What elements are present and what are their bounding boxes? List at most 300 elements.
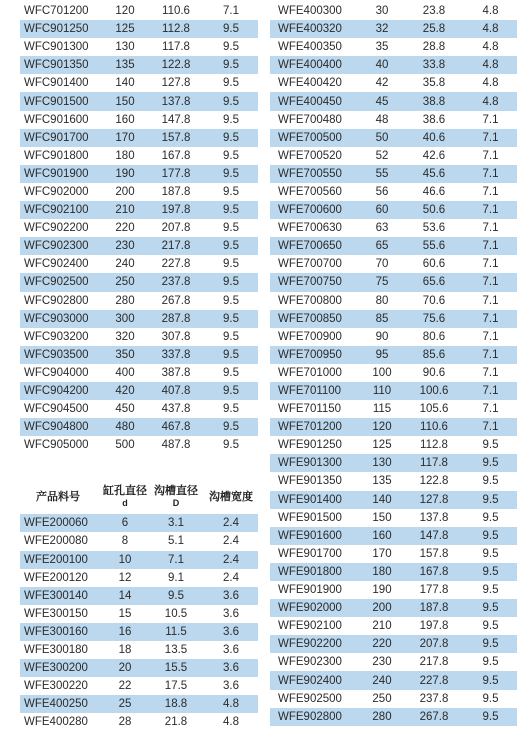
- table-row: [20, 2, 258, 20]
- groove-diameter-cell: 112.8: [420, 439, 448, 452]
- part-number-cell: WFC901250: [24, 23, 89, 36]
- table-row: [20, 641, 258, 659]
- table-row: [270, 472, 517, 490]
- part-number-cell: WFE701150: [278, 403, 342, 416]
- part-number-cell: WFE902500: [278, 692, 342, 705]
- groove-width-cell: 9.5: [482, 529, 499, 542]
- part-number-cell: WFC904000: [24, 366, 89, 379]
- table-row: [20, 436, 258, 454]
- groove-diameter-cell: 177.8: [419, 584, 449, 597]
- part-number-cell: WFE901900: [278, 584, 342, 597]
- groove-width-cell: 7.1: [482, 294, 499, 307]
- groove-diameter-cell: 7.1: [168, 553, 184, 566]
- groove-width-cell: 9.5: [482, 656, 499, 669]
- bore-diameter-cell: 18: [118, 644, 132, 657]
- part-number-cell: WFE300150: [24, 607, 88, 620]
- groove-diameter-cell: 227.8: [419, 674, 449, 687]
- left-table-panel: [20, 2, 258, 731]
- part-number-cell: WFC901350: [24, 59, 89, 72]
- bore-diameter-cell: 12: [118, 571, 132, 584]
- table-row: [20, 623, 258, 641]
- left-table-bottom: [20, 514, 258, 731]
- groove-diameter-cell: 307.8: [161, 330, 191, 343]
- part-number-cell: WFE901400: [278, 493, 342, 506]
- groove-width-cell: 4.8: [482, 59, 499, 72]
- groove-diameter-cell: 157.8: [161, 131, 191, 144]
- groove-width-cell: 7.1: [482, 276, 499, 289]
- table-row: [20, 20, 258, 38]
- groove-diameter-cell: 13.5: [164, 644, 188, 657]
- table-row: [270, 545, 517, 563]
- groove-width-cell: 9.5: [223, 41, 239, 54]
- bore-diameter-cell: 16: [118, 625, 132, 638]
- groove-diameter-cell: 407.8: [161, 385, 191, 398]
- header-groove-label: 沟槽直径: [154, 485, 198, 498]
- bore-diameter-cell: 22: [118, 680, 132, 693]
- groove-width-cell: 9.5: [223, 131, 239, 144]
- table-row: [270, 635, 517, 653]
- bore-diameter-cell: 8: [121, 535, 129, 548]
- part-number-cell: WFE700500: [278, 131, 342, 144]
- bore-diameter-cell: 220: [372, 638, 392, 651]
- part-number-cell: WFC901300: [24, 41, 89, 54]
- part-number-cell: WFE901700: [278, 547, 342, 560]
- table-row: [20, 514, 258, 532]
- part-number-cell: WFC901700: [24, 131, 89, 144]
- bore-diameter-cell: 40: [375, 59, 389, 72]
- bore-diameter-cell: 32: [375, 23, 389, 36]
- table-row: [20, 38, 258, 56]
- groove-width-cell: 2.4: [223, 553, 239, 566]
- header-bore: [102, 485, 148, 509]
- groove-width-cell: 7.1: [482, 258, 499, 271]
- part-number-cell: WFE700700: [278, 258, 342, 271]
- bore-diameter-cell: 45: [375, 95, 389, 108]
- table-row: [20, 328, 258, 346]
- table-row: [270, 38, 517, 56]
- part-number-cell: WFC904800: [24, 421, 89, 434]
- bore-diameter-cell: 230: [372, 656, 392, 669]
- table-row: [270, 400, 517, 418]
- table-row: [20, 551, 258, 569]
- groove-width-cell: 4.8: [482, 41, 499, 54]
- table-row: [20, 273, 258, 291]
- header-groove: [148, 485, 204, 509]
- part-number-cell: WFE200120: [24, 571, 88, 584]
- groove-width-cell: 9.5: [223, 149, 239, 162]
- table-row: [20, 382, 258, 400]
- groove-diameter-cell: 5.1: [168, 535, 184, 548]
- table-row: [270, 491, 517, 509]
- groove-diameter-cell: 46.6: [422, 185, 446, 198]
- groove-width-cell: 4.8: [482, 5, 499, 18]
- groove-width-cell: 4.8: [482, 77, 499, 90]
- bore-diameter-cell: 100: [372, 366, 392, 379]
- groove-width-cell: 9.5: [223, 366, 239, 379]
- part-number-cell: WFC902000: [24, 185, 89, 198]
- groove-width-cell: 9.5: [223, 276, 239, 289]
- table-row: [270, 147, 517, 165]
- part-number-cell: WFE700630: [278, 222, 342, 235]
- part-number-cell: WFC701200: [24, 5, 89, 18]
- part-number-cell: WFE400400: [278, 59, 342, 72]
- bore-diameter-cell: 63: [375, 222, 389, 235]
- bore-diameter-cell: 6: [121, 517, 129, 530]
- bore-diameter-cell: 90: [375, 330, 389, 343]
- part-number-cell: WFC902100: [24, 204, 89, 217]
- part-number-cell: WFE300160: [24, 625, 88, 638]
- bore-diameter-cell: 210: [115, 204, 135, 217]
- groove-width-cell: 7.1: [482, 149, 499, 162]
- part-number-cell: WFE400300: [278, 5, 342, 18]
- groove-diameter-cell: 11.5: [165, 625, 187, 638]
- groove-diameter-cell: 122.8: [419, 475, 449, 488]
- bore-diameter-cell: 160: [115, 113, 135, 126]
- groove-diameter-cell: 25.8: [422, 23, 446, 36]
- groove-width-cell: 7.1: [482, 312, 499, 325]
- groove-width-cell: 7.1: [223, 5, 239, 18]
- groove-diameter-cell: 287.8: [161, 312, 191, 325]
- groove-diameter-cell: 55.6: [422, 240, 446, 253]
- table-row: [270, 20, 517, 38]
- groove-diameter-cell: 70.6: [422, 294, 446, 307]
- bore-diameter-cell: 10: [118, 553, 132, 566]
- table-row: [270, 328, 517, 346]
- table-row: [270, 255, 517, 273]
- part-number-cell: WFE700600: [278, 204, 342, 217]
- part-number-cell: WFE300220: [24, 680, 88, 693]
- header-groove-symbol: D: [172, 498, 180, 509]
- part-number-cell: WFC901900: [24, 167, 89, 180]
- groove-width-cell: 9.5: [223, 385, 239, 398]
- groove-diameter-cell: 157.8: [419, 547, 449, 560]
- bore-diameter-cell: 190: [115, 167, 135, 180]
- groove-diameter-cell: 197.8: [419, 620, 449, 633]
- part-number-cell: WFE400420: [278, 77, 342, 90]
- table-row: [270, 346, 517, 364]
- part-number-cell: WFE700480: [278, 113, 342, 126]
- groove-width-cell: 7.1: [482, 222, 499, 235]
- groove-width-cell: 7.1: [482, 421, 499, 434]
- bore-diameter-cell: 400: [115, 366, 135, 379]
- table-row: [270, 382, 517, 400]
- bore-diameter-cell: 220: [115, 222, 135, 235]
- groove-width-cell: 9.5: [482, 565, 499, 578]
- table-row: [20, 532, 258, 550]
- header-bore-symbol: d: [122, 498, 128, 509]
- table-row: [270, 563, 517, 581]
- groove-width-cell: 7.1: [482, 348, 499, 361]
- bore-diameter-cell: 35: [375, 41, 389, 54]
- part-number-cell: WFC904200: [24, 385, 89, 398]
- bore-diameter-cell: 50: [375, 131, 389, 144]
- table-row: [20, 74, 258, 92]
- groove-width-cell: 9.5: [223, 167, 239, 180]
- table-row: [270, 129, 517, 147]
- groove-width-cell: 3.6: [223, 680, 239, 693]
- part-number-cell: WFE400350: [278, 41, 342, 54]
- bore-diameter-cell: 140: [372, 493, 392, 506]
- groove-diameter-cell: 187.8: [161, 185, 191, 198]
- bore-diameter-cell: 135: [372, 475, 392, 488]
- part-number-cell: WFE901350: [278, 475, 342, 488]
- table-row: [20, 183, 258, 201]
- table-row: [270, 653, 517, 671]
- groove-diameter-cell: 137.8: [161, 95, 191, 108]
- groove-width-cell: 9.5: [223, 77, 239, 90]
- groove-diameter-cell: 75.6: [422, 312, 446, 325]
- groove-diameter-cell: 18.8: [164, 698, 188, 711]
- part-number-cell: WFC901400: [24, 77, 89, 90]
- groove-width-cell: 7.1: [482, 131, 499, 144]
- table-row: [270, 581, 517, 599]
- table-row: [270, 671, 517, 689]
- groove-diameter-cell: 117.8: [162, 41, 190, 54]
- bore-diameter-cell: 60: [375, 204, 389, 217]
- bore-diameter-cell: 420: [115, 385, 135, 398]
- table-row: [270, 56, 517, 74]
- groove-diameter-cell: 387.8: [161, 366, 191, 379]
- groove-diameter-cell: 100.6: [419, 385, 449, 398]
- table-row: [270, 690, 517, 708]
- groove-diameter-cell: 127.8: [161, 77, 191, 90]
- table-row: [20, 165, 258, 183]
- part-number-cell: WFE701100: [278, 385, 342, 398]
- part-number-cell: WFE300180: [24, 644, 88, 657]
- bore-diameter-cell: 250: [115, 276, 135, 289]
- groove-diameter-cell: 207.8: [161, 222, 191, 235]
- part-number-cell: WFE200060: [24, 517, 88, 530]
- part-number-cell: WFC905000: [24, 439, 89, 452]
- table-row: [20, 237, 258, 255]
- part-number-cell: WFC902800: [24, 294, 89, 307]
- groove-diameter-cell: 53.6: [422, 222, 446, 235]
- bore-diameter-cell: 500: [115, 439, 135, 452]
- part-number-cell: WFE700550: [278, 167, 342, 180]
- groove-diameter-cell: 267.8: [161, 294, 191, 307]
- groove-diameter-cell: 10.5: [164, 607, 188, 620]
- groove-width-cell: 9.5: [482, 620, 499, 633]
- groove-width-cell: 9.5: [482, 493, 499, 506]
- bore-diameter-cell: 130: [115, 41, 135, 54]
- part-number-cell: WFE902200: [278, 638, 342, 651]
- bore-diameter-cell: 42: [375, 77, 389, 90]
- header-bore-label: 缸孔直径: [103, 485, 147, 498]
- part-number-cell: WFE700650: [278, 240, 342, 253]
- table-header: [20, 480, 258, 514]
- groove-width-cell: 2.4: [223, 535, 239, 548]
- table-row: [20, 129, 258, 147]
- table-row: [270, 165, 517, 183]
- bore-diameter-cell: 75: [375, 276, 389, 289]
- bore-diameter-cell: 80: [375, 294, 389, 307]
- table-row: [20, 677, 258, 695]
- bore-diameter-cell: 95: [375, 348, 389, 361]
- groove-width-cell: 9.5: [482, 457, 499, 470]
- bore-diameter-cell: 200: [372, 602, 392, 615]
- part-number-cell: WFC903000: [24, 312, 89, 325]
- part-number-cell: WFE300200: [24, 662, 88, 675]
- groove-diameter-cell: 60.6: [422, 258, 446, 271]
- table-row: [20, 56, 258, 74]
- bore-diameter-cell: 450: [115, 403, 135, 416]
- groove-diameter-cell: 80.6: [422, 330, 446, 343]
- bore-diameter-cell: 135: [115, 59, 135, 72]
- table-row: [20, 713, 258, 731]
- groove-diameter-cell: 17.5: [164, 680, 188, 693]
- bore-diameter-cell: 120: [115, 5, 135, 18]
- groove-diameter-cell: 38.6: [422, 113, 446, 126]
- groove-diameter-cell: 267.8: [419, 710, 449, 723]
- bore-diameter-cell: 20: [118, 662, 132, 675]
- part-number-cell: WFC901800: [24, 149, 89, 162]
- table-row: [20, 605, 258, 623]
- groove-width-cell: 4.8: [482, 95, 499, 108]
- groove-width-cell: 2.4: [223, 517, 239, 530]
- groove-width-cell: 9.5: [482, 475, 499, 488]
- part-number-cell: WFE400250: [24, 698, 88, 711]
- groove-diameter-cell: 65.6: [422, 276, 446, 289]
- bore-diameter-cell: 150: [372, 511, 392, 524]
- groove-diameter-cell: 217.8: [161, 240, 191, 253]
- table-row: [270, 273, 517, 291]
- table-row: [270, 599, 517, 617]
- groove-width-cell: 9.5: [223, 204, 239, 217]
- table-row: [20, 255, 258, 273]
- groove-diameter-cell: 147.8: [419, 529, 449, 542]
- bore-diameter-cell: 140: [115, 77, 135, 90]
- bore-diameter-cell: 320: [115, 330, 135, 343]
- groove-diameter-cell: 110.6: [420, 421, 448, 434]
- groove-diameter-cell: 467.8: [161, 421, 191, 434]
- groove-width-cell: 7.1: [482, 185, 499, 198]
- table-row: [20, 695, 258, 713]
- table-row: [20, 111, 258, 129]
- groove-diameter-cell: 33.8: [422, 59, 446, 72]
- table-row: [270, 74, 517, 92]
- groove-width-cell: 9.5: [223, 95, 239, 108]
- groove-width-cell: 7.1: [482, 204, 499, 217]
- table-row: [270, 509, 517, 527]
- table-row: [270, 219, 517, 237]
- groove-diameter-cell: 9.1: [168, 571, 184, 584]
- table-row: [20, 310, 258, 328]
- bore-diameter-cell: 52: [375, 149, 389, 162]
- groove-width-cell: 4.8: [482, 23, 499, 36]
- groove-width-cell: 2.4: [223, 571, 239, 584]
- bore-diameter-cell: 125: [115, 23, 135, 36]
- table-row: [20, 147, 258, 165]
- groove-width-cell: 9.5: [482, 710, 499, 723]
- groove-diameter-cell: 112.8: [162, 23, 190, 36]
- bore-diameter-cell: 170: [115, 131, 135, 144]
- table-row: [20, 569, 258, 587]
- groove-diameter-cell: 237.8: [419, 692, 449, 705]
- part-number-cell: WFE400280: [24, 716, 88, 729]
- table-row: [270, 2, 517, 20]
- part-number-cell: WFE902300: [278, 656, 342, 669]
- groove-width-cell: 3.6: [223, 589, 239, 602]
- bore-diameter-cell: 280: [372, 710, 392, 723]
- groove-width-cell: 9.5: [482, 584, 499, 597]
- bore-diameter-cell: 125: [372, 439, 392, 452]
- groove-diameter-cell: 177.8: [161, 167, 191, 180]
- table-row: [270, 364, 517, 382]
- table-row: [270, 454, 517, 472]
- part-number-cell: WFC902300: [24, 240, 89, 253]
- header-part-no: 产品料号: [36, 491, 80, 504]
- table-row: [20, 219, 258, 237]
- part-number-cell: WFE701000: [278, 366, 342, 379]
- bore-diameter-cell: 190: [372, 584, 392, 597]
- bore-diameter-cell: 70: [375, 258, 389, 271]
- part-number-cell: WFE200080: [24, 535, 88, 548]
- groove-width-cell: 9.5: [223, 348, 239, 361]
- bore-diameter-cell: 28: [118, 716, 132, 729]
- part-number-cell: WFE400320: [278, 23, 342, 36]
- groove-width-cell: 9.5: [482, 547, 499, 560]
- groove-diameter-cell: 15.5: [164, 662, 188, 675]
- bore-diameter-cell: 120: [372, 421, 392, 434]
- part-number-cell: WFE901300: [278, 457, 342, 470]
- bore-diameter-cell: 115: [372, 403, 392, 416]
- part-number-cell: WFE200100: [24, 553, 88, 566]
- bore-diameter-cell: 130: [372, 457, 392, 470]
- groove-width-cell: 7.1: [482, 366, 499, 379]
- bore-diameter-cell: 110: [372, 385, 392, 398]
- groove-diameter-cell: 167.8: [419, 565, 449, 578]
- table-row: [20, 587, 258, 605]
- bore-diameter-cell: 65: [375, 240, 389, 253]
- table-row: [270, 111, 517, 129]
- groove-width-cell: 9.5: [223, 439, 239, 452]
- groove-width-cell: 3.6: [223, 662, 239, 675]
- groove-diameter-cell: 42.6: [422, 149, 446, 162]
- groove-width-cell: 9.5: [223, 312, 239, 325]
- groove-width-cell: 3.6: [223, 644, 239, 657]
- groove-width-cell: 7.1: [482, 385, 499, 398]
- table-row: [270, 201, 517, 219]
- table-row: [270, 617, 517, 635]
- bore-diameter-cell: 250: [372, 692, 392, 705]
- groove-width-cell: 3.6: [223, 625, 239, 638]
- part-number-cell: WFE902800: [278, 710, 342, 723]
- groove-width-cell: 7.1: [482, 403, 499, 416]
- bore-diameter-cell: 56: [375, 185, 389, 198]
- groove-width-cell: 9.5: [482, 692, 499, 705]
- part-number-cell: WFC903200: [24, 330, 89, 343]
- groove-diameter-cell: 127.8: [419, 493, 449, 506]
- groove-diameter-cell: 137.8: [419, 511, 449, 524]
- groove-width-cell: 7.1: [482, 330, 499, 343]
- bore-diameter-cell: 180: [115, 149, 135, 162]
- groove-width-cell: 7.1: [482, 167, 499, 180]
- bore-diameter-cell: 160: [372, 529, 392, 542]
- part-number-cell: WFE902000: [278, 602, 342, 615]
- part-number-cell: WFE700850: [278, 312, 342, 325]
- bore-diameter-cell: 14: [118, 589, 132, 602]
- groove-width-cell: 9.5: [482, 638, 499, 651]
- table-row: [20, 346, 258, 364]
- table-gap: [20, 454, 258, 480]
- table-row: [270, 183, 517, 201]
- bore-diameter-cell: 170: [372, 547, 392, 560]
- groove-width-cell: 9.5: [482, 674, 499, 687]
- groove-diameter-cell: 40.6: [422, 131, 446, 144]
- groove-width-cell: 9.5: [223, 113, 239, 126]
- part-number-cell: WFE901800: [278, 565, 342, 578]
- left-table-top: [20, 2, 258, 454]
